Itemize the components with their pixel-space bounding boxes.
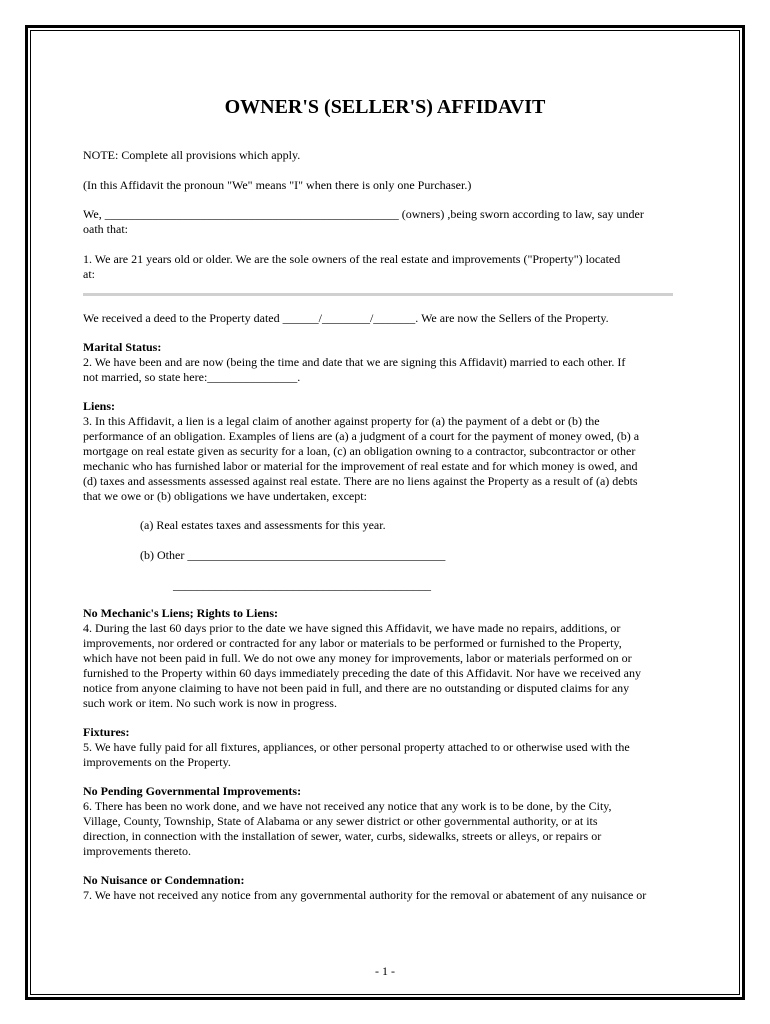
item5-line-1: 5. We have fully paid for all fixtures, appliances, or other personal property attached to or otherwise used with the xyxy=(83,740,630,754)
item1-line-1: 1. We are 21 years old or older. We are the sole owners of the real estate and improvements ("Property") located xyxy=(83,252,621,266)
item3-line-2: performance of an obligation. Examples of liens are (a) a judgment of a court for the payment of money owed, (b) a xyxy=(83,429,640,443)
liens-heading: Liens: xyxy=(83,399,116,413)
item3-line-5: (d) taxes and assessments assessed against real estate. There are no liens against the Property as a result of (a) debts xyxy=(83,474,638,488)
exception-a: (a) Real estates taxes and assessments for this year. xyxy=(140,518,386,532)
nuisance-heading: No Nuisance or Condemnation: xyxy=(83,873,245,887)
intro-line-2: oath that: xyxy=(83,222,128,236)
item4-line-5: notice from anyone claiming to have not been paid in full, and there are no outstanding or disputed claims for any xyxy=(83,681,630,695)
page-number: - 1 - xyxy=(375,964,395,978)
item4-line-3: which have not been paid in full. We do not owe any money for improvements, labor or materials performed on or xyxy=(83,651,632,665)
deed-line: We received a deed to the Property dated ______/________/_______. We are now the Sellers of the Property. xyxy=(83,311,609,325)
mechanics-heading: No Mechanic's Liens; Rights to Liens: xyxy=(83,606,278,620)
governmental-heading: No Pending Governmental Improvements: xyxy=(83,784,302,798)
item4-line-2: improvements, nor ordered or contracted for any labor or materials to be performed or furnished to the Property, xyxy=(83,636,622,650)
item4-line-1: 4. During the last 60 days prior to the date we have signed this Affidavit, we have made no repairs, additions, or xyxy=(83,621,621,635)
fixtures-heading: Fixtures: xyxy=(83,725,130,739)
exception-b: (b) Other ___________________________________________ xyxy=(140,548,446,562)
marital-heading: Marital Status: xyxy=(83,340,162,354)
section-divider xyxy=(83,293,673,296)
intro-line-1: We, _________________________________________________ (owners) ,being sworn according to law, say under xyxy=(83,207,644,221)
item3-line-1: 3. In this Affidavit, a lien is a legal claim of another against property for (a) the payment of a debt or (b) the xyxy=(83,414,600,428)
item6-line-1: 6. There has been no work done, and we have not received any notice that any work is to be done, by the City, xyxy=(83,799,612,813)
item4-line-4: furnished to the Property within 60 days immediately preceding the date of this Affidavit. Nor have we received any xyxy=(83,666,641,680)
item4-line-6: such work or item. No such work is now in progress. xyxy=(83,696,337,710)
item6-line-3: direction, in connection with the installation of sewer, water, curbs, sidewalks, streets or alleys, or repairs or xyxy=(83,829,602,843)
pronoun-note: (In this Affidavit the pronoun "We" means "I" when there is only one Purchaser.) xyxy=(83,178,472,192)
note-text: NOTE: Complete all provisions which apply. xyxy=(83,148,301,162)
document-title: OWNER'S (SELLER'S) AFFIDAVIT xyxy=(224,96,546,118)
item6-line-2: Village, County, Township, State of Alabama or any sewer district or other governmental authority, or at its xyxy=(83,814,598,828)
item2-line-2: not married, so state here:_______________. xyxy=(83,370,301,384)
exception-b-line-2: ___________________________________________ xyxy=(173,578,431,592)
item5-line-2: improvements on the Property. xyxy=(83,755,231,769)
item6-line-4: improvements thereto. xyxy=(83,844,191,858)
item7-line-1: 7. We have not received any notice from any governmental authority for the removal or abatement of any nuisance or xyxy=(83,888,647,902)
item3-line-6: that we owe or (b) obligations we have undertaken, except: xyxy=(83,489,367,503)
item3-line-4: mechanic who has furnished labor or material for the improvement of real estate and for which money is owed, and xyxy=(83,459,638,473)
item1-line-2: at: xyxy=(83,267,95,281)
item3-line-3: mortgage on real estate given as security for a loan, (c) an obligation owning to a contractor, subcontractor or other xyxy=(83,444,636,458)
item2-line-1: 2. We have been and are now (being the time and date that we are signing this Affidavit) married to each other. If xyxy=(83,355,626,369)
